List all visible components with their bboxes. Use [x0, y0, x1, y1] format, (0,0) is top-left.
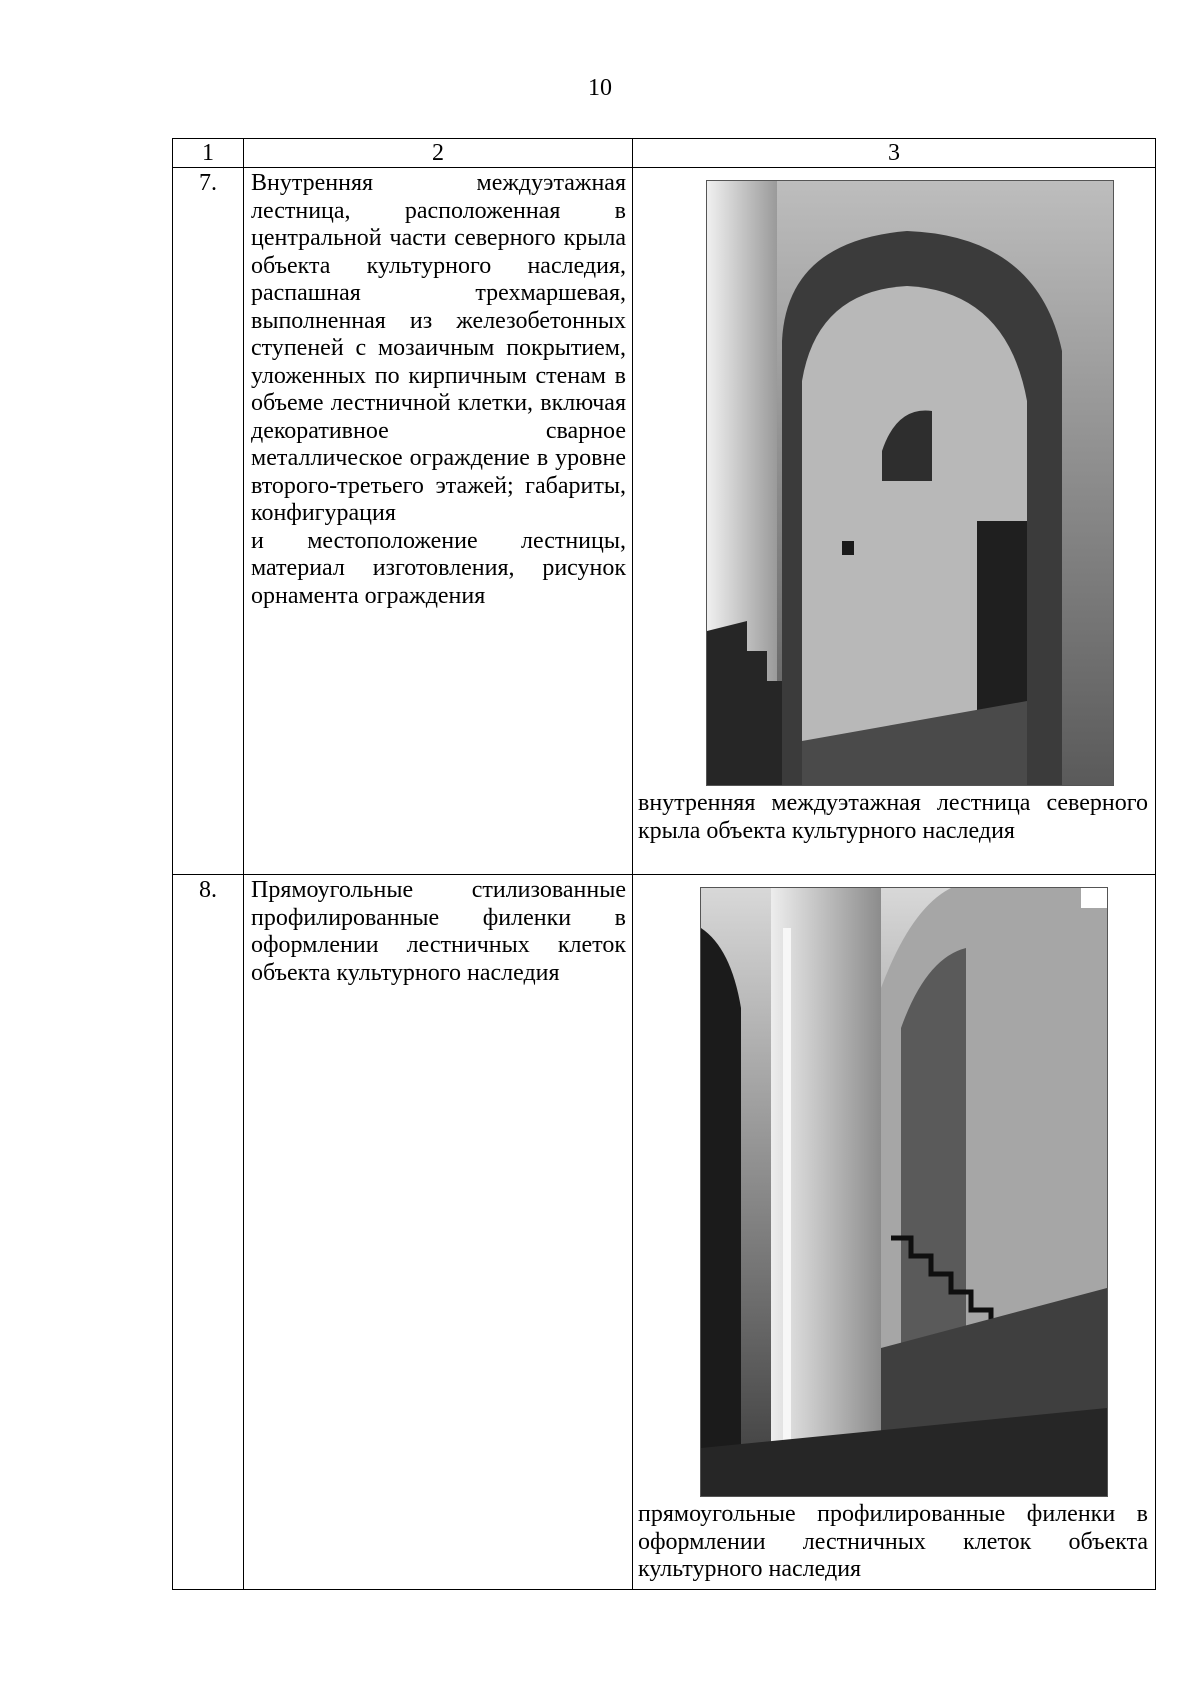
- description-text: Внутренняя междуэтажная лестница, расположенная в центральной части северного крыла объекта культурного наследия, распашная трехмаршевая, выполненная из железобетонных ступеней с мозаичным покрытием, уложенных по кирпичным стенам в объеме лестничной клетки, включая декоративное сварное металлическое ограждение в уровне второго-третьего этажей; габариты, конфигурация и местоположение лестницы, материал изготовления, рисунок орнамента ограждения: [251, 170, 626, 609]
- objects-table: [172, 138, 1156, 1590]
- description-text: Прямоугольные стилизованные профилированные филенки в оформлении лестничных клеток объекта культурного наследия: [251, 877, 626, 986]
- column-header-2: 2: [244, 139, 633, 168]
- page-number: 10: [588, 75, 612, 101]
- photo-cell: [633, 168, 1156, 875]
- staircase-photo-image: [707, 181, 1113, 785]
- table-row: [173, 875, 1156, 1590]
- staircase-photo: [706, 180, 1114, 786]
- photo-caption: внутренняя междуэтажная лестница северного крыла объекта культурного наследия: [638, 790, 1148, 844]
- row-description: [244, 875, 633, 1590]
- table-header-row: [173, 139, 1156, 168]
- row-number: 7.: [173, 168, 244, 875]
- photo-cell: [633, 875, 1156, 1590]
- panels-photo: [700, 887, 1108, 1497]
- table-row: [173, 168, 1156, 875]
- row-description: [244, 168, 633, 875]
- row-number: 8.: [173, 875, 244, 1590]
- photo-caption: прямоугольные профилированные филенки в оформлении лестничных клеток объекта культурного наследия: [638, 1501, 1148, 1582]
- panels-photo-image: [701, 888, 1107, 1496]
- column-header-1: 1: [173, 139, 244, 168]
- column-header-3: 3: [633, 139, 1156, 168]
